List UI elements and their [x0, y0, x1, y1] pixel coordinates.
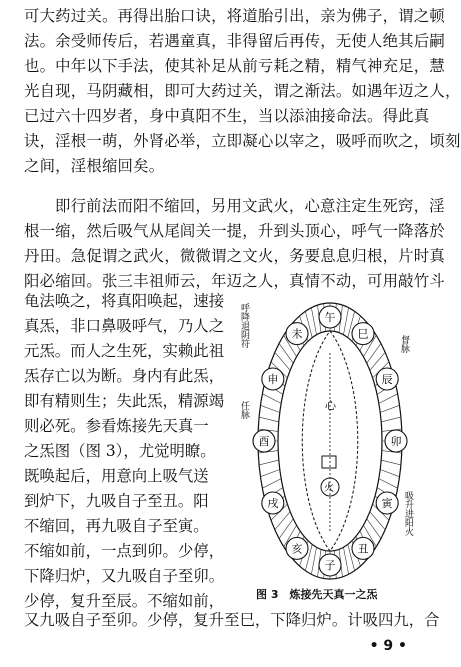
label-right-bottom: 吸升进阳火 — [403, 491, 413, 536]
hatch-line — [381, 460, 401, 465]
hatch-line — [262, 394, 281, 404]
text-line: 之炁图（图 3），尤觉明瞭。 — [24, 442, 216, 460]
text-line: 炁存亡以为断。身内有此炁， — [24, 367, 225, 385]
branch-label: 辰 — [381, 373, 393, 386]
diagram-svg — [239, 291, 418, 591]
text-line: 即有精则生；失此炁，精源竭 — [24, 392, 225, 410]
hatch-line — [260, 405, 279, 412]
branch-label: 子 — [324, 559, 336, 572]
hatch-line — [343, 547, 348, 574]
branch-label: 卯 — [390, 435, 402, 448]
label-right-top: 督脉 — [399, 335, 409, 353]
branch-label: 戌 — [267, 497, 279, 510]
branch-label: 巳 — [357, 327, 369, 341]
label-left-mid: 任脉 — [239, 401, 249, 419]
text-line: 下降归炉，又九吸自子至卯。 — [24, 567, 225, 585]
text-line: 诀，淫根一萌，外肾必举，立即凝心以宰之，吸呼而吹之，顷刻 — [24, 132, 461, 150]
text-line: 则必死。参看炼接先天真一 — [24, 417, 209, 435]
bottom-line: 又九吸自子至卯。少停，复升至巳，下降归炉。计吸四九，合 — [24, 611, 440, 629]
hatch-line — [367, 519, 381, 539]
hatch-line — [259, 460, 279, 465]
hatch-line — [279, 519, 293, 539]
hatch-line — [343, 308, 348, 335]
text-line: 阳必缩回。张三丰祖师云，年迈之人，真情不动，可用敲竹斗 — [24, 272, 445, 290]
text-line: 丹田。急促谓之武火，微微谓之文火，务要息息归根，片时真 — [24, 247, 445, 265]
page-number: • 9 • — [369, 638, 407, 654]
text-line: 也。中年以下手法，使其补足从前亏耗之精，精气神充足，慧 — [24, 57, 445, 75]
text-line: 可大药过关。再得出胎口诀，将道胎引出，亲为佛子，谓之顿 — [24, 7, 445, 25]
hatch-line — [311, 547, 316, 574]
branch-label: 未 — [291, 327, 303, 341]
branch-label: 午 — [324, 311, 336, 324]
hatch-line — [380, 469, 399, 476]
figure-caption: 图 3 炼接先天真一之炁 — [256, 588, 378, 601]
text-line: 不缩回，再九吸自子至寅。 — [24, 517, 209, 535]
hatch-line — [379, 394, 398, 404]
furnace-icon — [322, 456, 336, 468]
center-fire-label: 火 — [324, 483, 334, 494]
figure-3-diagram — [239, 291, 418, 591]
hatch-line — [279, 343, 293, 363]
hatch-line — [367, 343, 381, 363]
hatch-line — [381, 417, 401, 422]
text-line: 法。余受师传后，若遇童真，非得留后再传，无使人绝其后嗣 — [24, 32, 445, 50]
text-line: 龟法唤之，将真阳唤起，速接 — [24, 292, 225, 310]
branch-label: 酉 — [258, 435, 270, 448]
text-line: 真炁，非口鼻吸呼气，乃人之 — [24, 317, 225, 335]
text-line: 根一缩，然后吸气从尾闾关一提，升到头顶心，呼气一降落於 — [24, 222, 445, 240]
text-line: 已过六十四岁者，身中真阳不生，当以添油接命法。得此真 — [24, 107, 430, 125]
hatch-line — [262, 479, 281, 489]
text-line: 既唤起后，用意向上吸气送 — [24, 467, 209, 485]
branch-label: 亥 — [291, 542, 303, 556]
hatch-line — [311, 308, 316, 335]
label-left-top: 呼降退阴符 — [239, 303, 249, 348]
text-line: 之间，淫根缩回矣。 — [24, 157, 165, 175]
text-line: 少停，复升至辰。不缩如前， — [24, 592, 225, 610]
hatch-line — [380, 405, 399, 412]
branch-label: 寅 — [381, 497, 393, 510]
hatch-line — [379, 479, 398, 489]
hatch-line — [260, 469, 279, 476]
text-line: 即行前法而阳不缩回，另用文武火，心意注定生死窍，淫 — [55, 197, 445, 215]
text-line: 到炉下，九吸自子至丑。阳 — [24, 492, 209, 510]
paragraph-1 — [24, 4, 461, 179]
center-heart-label: 心 — [325, 399, 336, 412]
text-line: 不缩如前，一点到卯。少停， — [24, 542, 225, 560]
text-line: 元炁。而人之生死，实赖此祖 — [24, 342, 225, 360]
paragraph-2 — [24, 194, 445, 294]
wrapped-text-column — [24, 289, 244, 614]
branch-label: 申 — [267, 373, 279, 386]
hatch-line — [259, 417, 279, 422]
branch-label: 丑 — [357, 542, 369, 556]
text-line: 光自现，马阴藏相，即可大药过关，谓之渐法。如遇年迈之人， — [24, 82, 461, 100]
